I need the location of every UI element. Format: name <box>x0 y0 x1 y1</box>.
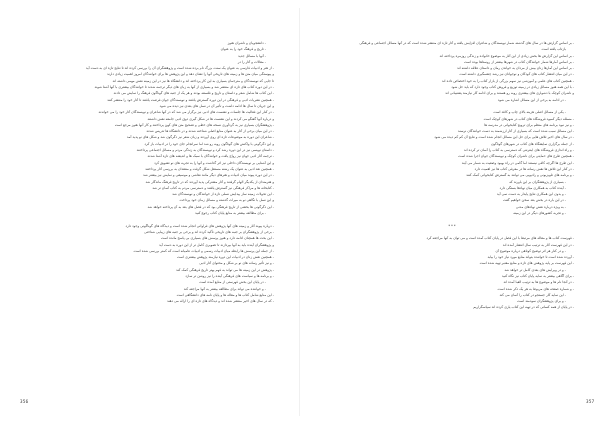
text-line: - یکی از مسائل اصلی هزینه بالای چاپ و کاغذ است <box>493 110 566 115</box>
text-line: - این نمایه کار جستجو در کتاب را آسان می کند <box>499 292 566 297</box>
text-line: - دانشجویان و ناشران هنوز <box>227 41 266 45</box>
text-line: - همچنین نقش زنان در ادبیات این دوره نیازمند پژوهش بیشتری است <box>176 255 274 260</box>
text-line: - این تحولات زمینه ساز پیدایش نسلی تازه از خوانندگان و نویسندگان شد <box>172 192 274 197</box>
text-line: - و نیز نبود برنامه های منظم برای ترویج کتابخوانی در مدرسه ها <box>484 122 574 127</box>
text-line: - بر اساس آمارها شمار خوانندگان کتاب در شهرها بیشتر از روستاها بوده است <box>463 59 574 64</box>
text-line: - پژوهشگران بسیاری نیز به گردآوری نسخه های خطی و تصحیح متن های کهن پرداختند و کار آنها هنوز مرجع است <box>114 122 274 127</box>
text-line: - شاعران این دوره به موضوعات تازه ای روی آوردند و زبان شعر نیز دگرگون شد و شکل های نو پدید آمد <box>126 135 274 140</box>
text-line: - به ویژه درباره نقش نهادهای مدنی <box>515 204 566 209</box>
text-line: - در کنار این تلاش ها نقش رسانه ها در معرفی کتاب ها نیز اهمیت دارد <box>474 166 574 171</box>
text-line: - همچنین کتاب های علمی و آموزشی نیز سهم بزرگی از بازار کتاب را به خود اختصاص داده اند <box>441 78 574 83</box>
text-line: - تاریخ و فرهنگ خود را به عنوان <box>220 47 266 52</box>
text-line: - آنها با مسائل جدید <box>238 53 266 58</box>
text-line: - مسئله دیگر کمبود فروشگاه های کتاب در شهرهای کوچک است <box>483 116 574 121</box>
text-line: - و تجربه کشورهای دیگر در این زمینه <box>513 211 566 216</box>
text-line: - در پایان از همه کسانی که در تهیه این کتاب یاری کرده اند سپاسگزاریم <box>473 305 574 310</box>
text-line: و این دگرگونی با واکنش های گوناگون روبه رو شد اما سرانجام جای خود را در ادبیات باز کرد <box>144 141 274 146</box>
text-line: - در آنجا نام ها و موضوع ها به ترتیب الفبا آمده اند <box>503 280 574 285</box>
text-line: - این کتاب ها شامل شعر و داستان و تاریخ و فلسفه بودند و هر یک از جنبه های گوناگون فرهنگ را نمایش می دادند <box>113 91 274 96</box>
right-page <box>300 0 600 424</box>
text-line: - بر اساس این آمارها زنان بیش از مردان به خواندن رمان و داستان علاقه داشته اند <box>456 66 574 71</box>
text-line: بازتاب یافته است <box>541 47 566 52</box>
text-line: - در این دوره کتاب های تازه ای منتشر شد و بسیاری از آنها به زبان های دیگر ترجمه شدند تا خوانندگان بیشتری با آنها آشنا شوند <box>94 85 274 90</box>
text-line: - همچنین طرح های حمایتی برای ناشران کوچک و نویسندگان جوان اجرا شده است <box>458 154 574 159</box>
text-line: - در پایان این بخش فهرستی از منابع آمده است <box>199 280 266 285</box>
text-line: - مقالات و آثار را در <box>237 59 266 64</box>
text-line: و این جریان تا سال ها ادامه داشت و تأثیر آن در نسل های بعدی نیز دیده می شود <box>159 103 274 108</box>
text-line: - این بحث ها همچنان ادامه دارد و هنوز پرسش های بسیاری بی پاسخ مانده است <box>160 236 274 241</box>
text-line: - آورده شده است تا خواننده بتواند منابع مورد نیاز خود را بیابد <box>487 255 574 260</box>
text-line: - بسیاری از پژوهشگران بر این باورند که <box>509 179 566 184</box>
section-separator: * * * <box>448 223 456 228</box>
text-line: - همچنین نقد ادبی به عنوان یک رشته مستقل شکل گرفت و منتقدان به بررسی آثار پرداختند <box>145 166 274 171</box>
left-page-text-column <box>30 40 274 304</box>
text-line: - در این فهرست آثار به ترتیب سال انتشار آمده اند <box>502 242 574 247</box>
text-line: - در این باره در بخش بعد سخن خواهیم گفت <box>502 198 566 203</box>
text-line: - و در کنار هر اثر توضیح کوتاهی درباره موضوع آن <box>495 248 566 253</box>
text-line: - برای مطالعه بیشتر به منابع پایان کتاب رجوع کنید <box>195 211 266 216</box>
text-line: - و خواننده می تواند برای مطالعه بیشتر به آنها مراجعه کند <box>183 286 266 291</box>
text-line: و این آشنایی بر نویسندگان داخلی نیز اثر گذاشت و آنها را به تجربه های نو تشویق کرد <box>154 160 274 165</box>
text-line: و هنرمندان از یکدیگر الهام گرفتند و آثار مشترکی پدید آوردند که در تاریخ فرهنگ ماندگار شد <box>145 179 274 184</box>
text-line: - در سال های اخیر تلاش هایی برای حل این مسائل انجام شده است و نتایج آن کم کم دیده می شود <box>434 135 574 140</box>
text-line: - در کنار این فعالیت ها جلسات و نشست های ادبی نیز برگزار می شد که در آنها شاعران و نویسندگان آثار خود را می خواندند <box>98 110 274 115</box>
text-line: - برای آگاهی بیشتر به نمایه پایان کتاب نیز نگاه کنید <box>501 273 574 278</box>
text-line: و این نسل با نگاهی نو به میراث گذشته و مسائل زمان خود پرداخت <box>179 198 274 203</box>
text-line: - و در ویرایش های بعدی کامل تر خواهد شد <box>504 267 566 272</box>
text-line: - از جمله برگزاری نمایشگاه های کتاب در شهرهای گوناگون <box>490 141 574 146</box>
text-line: - با این همه هنوز مسائل زیادی در زمینه توزیع و فروش کتاب وجود دارد که باید حل شود <box>451 85 574 90</box>
text-line: تا جایی که نویسندگان و مترجمان بسیاری به این کار پرداخته اند و دانشگاه ها نیز در این زمینه نقش مهمی داشته اند <box>112 78 274 83</box>
text-line: - آینده کتاب به همکاری میان نهادها بستگی دارد <box>499 185 566 190</box>
text-line: - این طرح ها اگرچه کافی نیستند اما گامی در راه بهبود وضعیت به شمار می آیند <box>461 160 574 165</box>
text-line: و پیوستگی میان متن ها و زمینه های تاریخی آنها را نشان دهد و این پژوهش ها برای خوانندگان امروز اهمیت زیادی دارند <box>107 72 274 77</box>
text-line: - از هنر و ادبیات فارسی به عنوان یک سنت بزرگ نام برده شده است و پژوهشگران آن را بررسی کرده اند تا نتایج تازه ای به دست آید <box>85 66 274 71</box>
text-line: - پژوهش در این زمینه ها می تواند به فهم بهتر تاریخ فرهنگی کمک کند <box>175 267 274 272</box>
text-line: - که در سال های اخیر منتشر شده اند و دیدگاه های تازه ای را ارائه می دهند <box>166 299 274 304</box>
text-line: - برخی از پژوهشگران بر جنبه های تاریخی تأکید کرده اند و برخی بر جنبه های زیبایی شناختی <box>144 229 274 234</box>
text-line: و ناشران کوچک با دشواری های بیشتری روبه رو هستند و برای ادامه کار نیازمند پشتیبانی اند <box>445 91 574 96</box>
text-line: - در این میان برخی از آثار به عنوان منابع اصلی شناخته شدند و در دانشگاه ها تدریس شدند <box>146 129 274 134</box>
text-line: - در این دوره پیوند میان ادبیات و هنرهای دیگر مانند نقاشی و موسیقی و نمایش نیز بیشتر شد <box>143 173 274 178</box>
text-line: - این منابع شامل کتاب ها و مقاله ها و پایان نامه های دانشگاهی است <box>176 292 274 297</box>
text-line: - و شماره صفحه های مربوط به هر یک ذکر شده است <box>497 286 574 291</box>
text-line: - ترجمه آثار ادبی جهان نیز رواج یافت و خوانندگان با سبک ها و اندیشه های تازه آشنا شدند <box>147 154 274 159</box>
text-line: - و برنامه های تلویزیونی و رادیویی می توانند به گسترش کتابخوانی کمک کنند <box>466 173 574 178</box>
text-line: - از جمله این پرسش ها رابطه میان ادبیات رسمی و ادبیات عامیانه است که کمتر بررسی شده است <box>133 248 274 253</box>
text-line: - و راه اندازی فروشگاه های اینترنتی که دسترسی به کتاب را آسان تر کرده اند <box>463 148 574 153</box>
text-line: - و بدون این همکاری نتایج پایدار به دست نمی آید <box>496 192 566 197</box>
right-page-text-column <box>330 40 574 311</box>
text-line: و درباره آنها گفتگو می کردند و این نشست ها در شکل گیری ذوق ادبی جامعه نقش داشتند <box>147 116 274 121</box>
right-page-number: 357 <box>586 399 595 404</box>
text-line: - این مسائل سبب شده است که بسیاری از آثار ارزشمند به دست خوانندگان نرسند <box>457 129 574 134</box>
text-line: - کتابخانه ها و مراکز فرهنگی نیز گسترش یافتند و دسترسی مردم به کتاب آسان تر شد <box>152 185 274 190</box>
text-line: - در این میان انتشار کتاب های کودکان و نوجوانان نیز رشد چشمگیری داشته است <box>459 72 574 77</box>
text-line: - این دگرگونی ها بخشی از تاریخ فرهنگی بود که در فصل های بعد به آن پرداخته خواهد شد <box>147 204 274 209</box>
text-line: - در ادامه به برخی از این مسائل اشاره می شود <box>497 97 566 102</box>
text-line: - و برنامه ها و سیاست های فرهنگی آینده را نیز روشن تر سازد <box>185 273 274 278</box>
left-page-number: 356 <box>20 399 29 404</box>
text-line: - و نیز تأثیر رسانه های نو بر شکل و محتوای آثار ادبی <box>199 261 274 266</box>
text-line: - و برای پژوهشگران سودمند است <box>517 299 566 304</box>
text-line: - درباره پیوند آثار و زمینه های آنها پژوهش های فراوانی انجام شده است و دیدگاه های گوناگونی وجود دارد <box>125 223 274 228</box>
text-line: - بر اساس این گزارش ها بخش زیادی از این آثار به موضوع خانواده و زندگی روزمره پرداخته اند <box>439 53 574 58</box>
text-line: - فهرست کتاب ها و مقاله های مرتبط با این فصل در پایان کتاب آمده است و می توان به آنها مراجعه کرد <box>426 236 574 241</box>
text-line: - همچنین نشریات ادبی و فرهنگی در این دوره گسترش یافتند و نویسندگان جوان فرصت یافتند تا آثار خود را منتشر کنند <box>107 97 274 102</box>
text-line: - این فهرست بر پایه پژوهش های تازه و منابع معتبر تهیه شده است <box>479 261 574 266</box>
text-line: - داستان نویسی نیز در این دوره رشد کرد و نویسندگان به زندگی مردم و مسائل اجتماعی پرداختند <box>136 148 274 153</box>
text-line: و پژوهشگران آینده باید به آنها بپردازند تا تصویری کامل تر از این دوره به دست آید <box>158 242 274 247</box>
text-line: - بر اساس گزارش ها در سال های گذشته شمار نویسندگان و شاعران افزایش یافته و آثار تازه ای منتشر شده است که در آنها مسائل اجتماعی و فرهنگی <box>359 41 574 45</box>
